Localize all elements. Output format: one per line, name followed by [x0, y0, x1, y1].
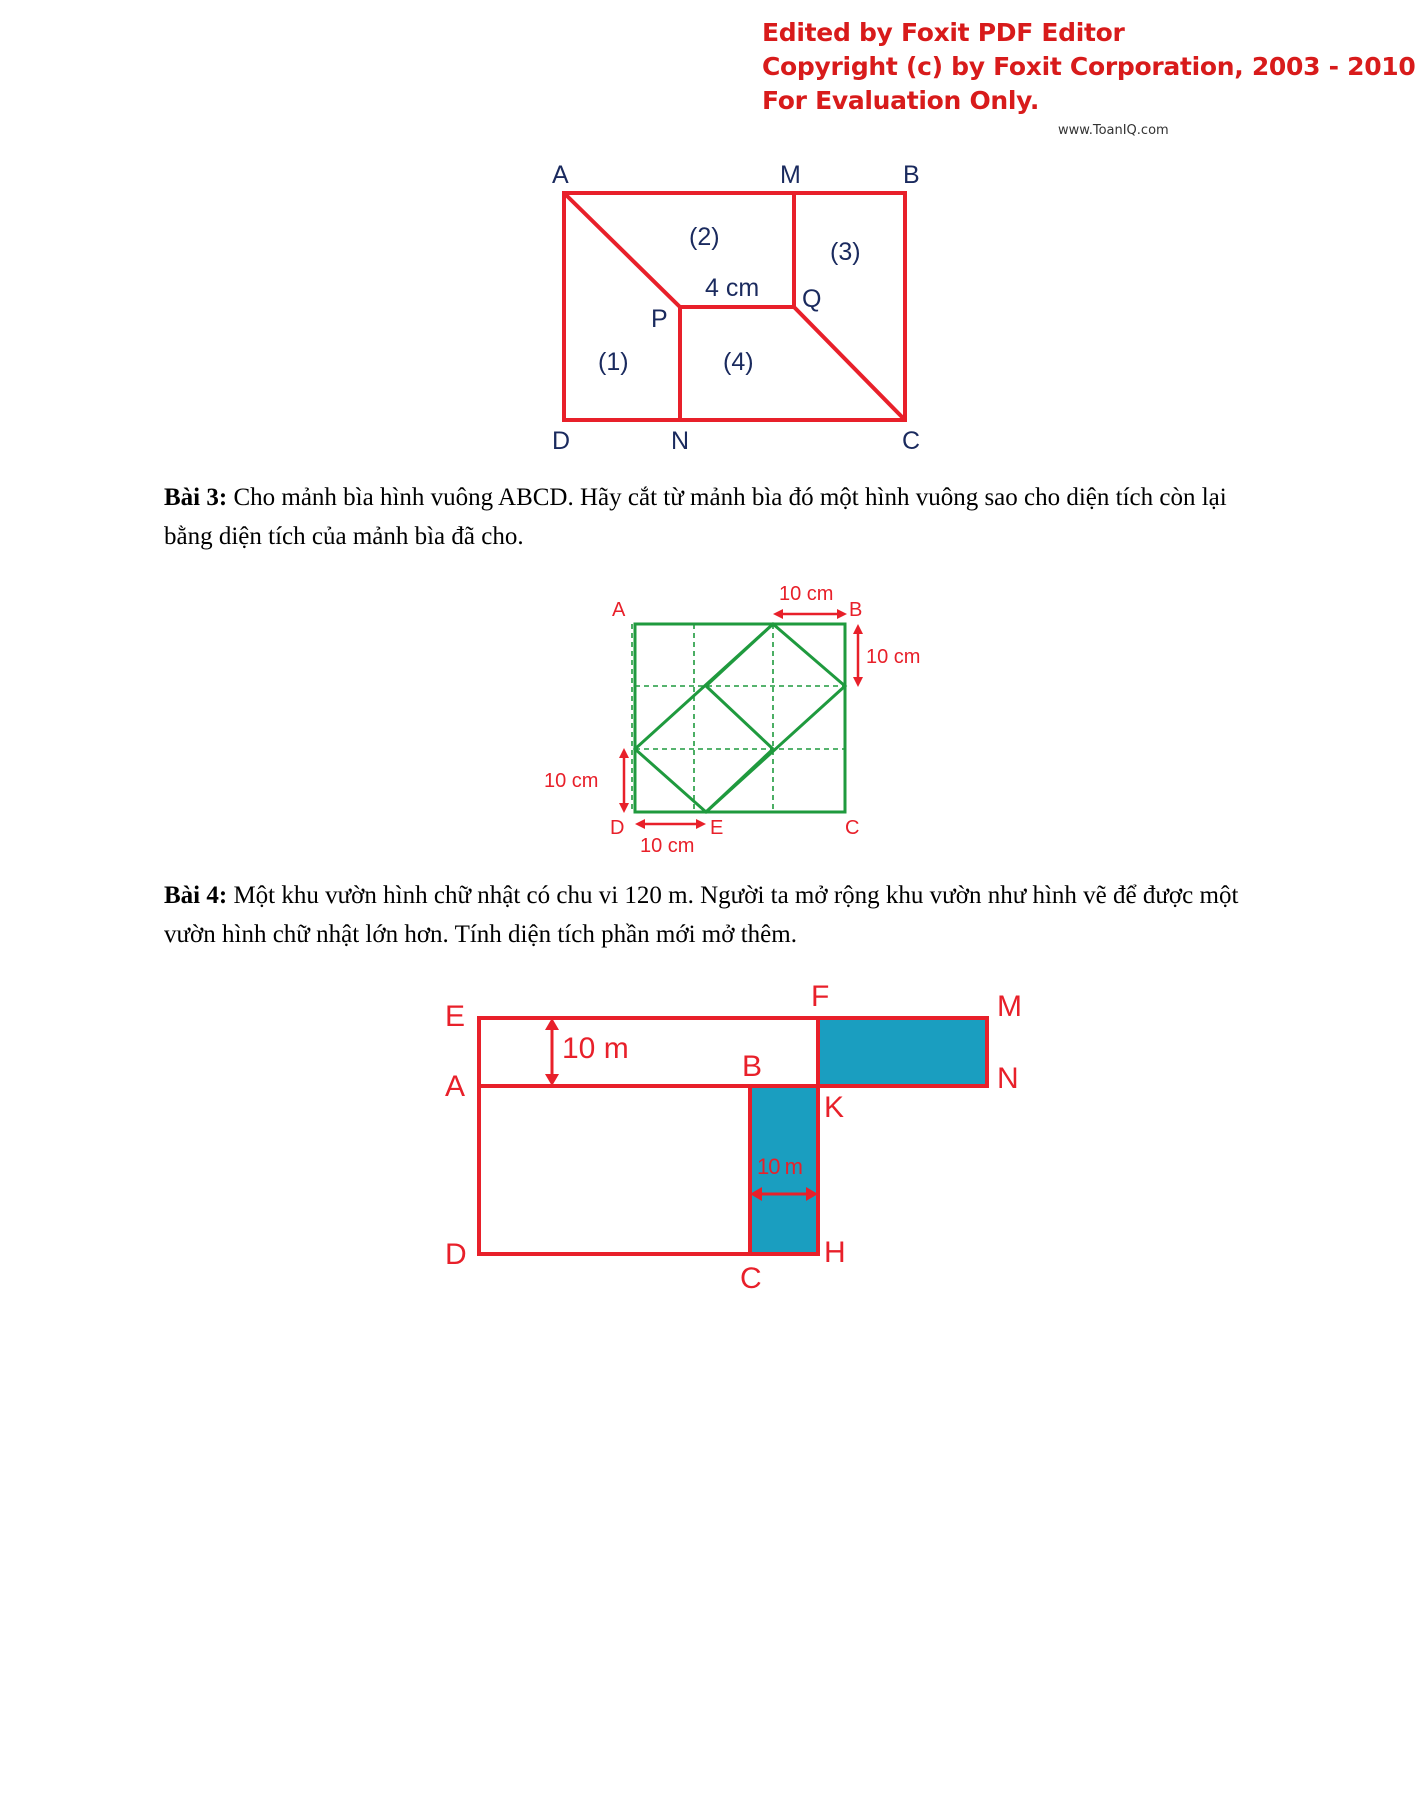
- fig1-region-2: (2): [689, 223, 720, 251]
- fig1-label-n: N: [671, 427, 690, 455]
- watermark-line-1: Edited by Foxit PDF Editor: [762, 18, 1125, 47]
- fig2-label-e: E: [710, 817, 724, 839]
- watermark-line-2: Copyright (c) by Foxit Corporation, 2003 - 2010: [762, 52, 1415, 81]
- fig3-label-b: B: [742, 1050, 763, 1083]
- fig2-dim-left: 10 cm: [544, 770, 599, 792]
- fig2-dim-top: 10 cm: [779, 583, 834, 605]
- fig2-label-a: A: [612, 599, 626, 621]
- fig1-region-1: (1): [598, 348, 629, 376]
- fig3-label-c: C: [740, 1262, 762, 1295]
- fig3-label-e: E: [445, 1000, 466, 1033]
- problem-4-text: Một khu vườn hình chữ nhật có chu vi 120 m. Người ta mở rộng khu vườn như hình vẽ để được một vườn hình chữ nhật lớn hơn. Tính diện tích phần mới mở thêm.: [164, 882, 1239, 948]
- fig2-label-b: B: [849, 599, 863, 621]
- fig2-label-c: C: [845, 817, 860, 839]
- fig1-label-d: D: [552, 427, 571, 455]
- fig1-label-c: C: [902, 427, 921, 455]
- watermark-line-3: For Evaluation Only.: [762, 86, 1040, 115]
- fig3-shaded-top: [818, 1018, 987, 1086]
- fig3-label-m: M: [997, 990, 1022, 1023]
- fig2-dim-right: 10 cm: [866, 646, 921, 668]
- fig2-label-d: D: [610, 817, 625, 839]
- fig1-label-a: A: [552, 161, 569, 189]
- fig3-dim-left: 10 m: [562, 1032, 629, 1065]
- fig3-label-h: H: [824, 1236, 846, 1269]
- fig1-region-3: (3): [830, 238, 861, 266]
- problem-3-label: Bài 3:: [164, 484, 228, 511]
- fig1-label-b: B: [903, 161, 920, 189]
- fig1-label-q: Q: [802, 285, 822, 313]
- fig1-label-p: P: [651, 305, 668, 333]
- fig1-measure-pq: 4 cm: [705, 274, 760, 302]
- fig3-label-a: A: [445, 1070, 466, 1103]
- fig3-label-n: N: [997, 1062, 1019, 1095]
- problem-3-text: Cho mảnh bìa hình vuông ABCD. Hãy cắt từ mảnh bìa đó một hình vuông sao cho diện tích còn lại bằng diện tích của mảnh bìa đã cho.: [164, 484, 1227, 550]
- fig1-region-4: (4): [723, 348, 754, 376]
- fig3-label-k: K: [824, 1091, 845, 1124]
- website-fragment: www.ToanIQ.com: [1058, 123, 1169, 138]
- fig3-label-d: D: [445, 1238, 467, 1271]
- fig3-label-f: F: [811, 980, 830, 1013]
- fig1-label-m: M: [780, 161, 801, 189]
- problem-4-label: Bài 4:: [164, 882, 228, 909]
- fig2-dim-bottom: 10 cm: [640, 835, 695, 857]
- fig3-dim-inner: 10 m: [757, 1154, 802, 1179]
